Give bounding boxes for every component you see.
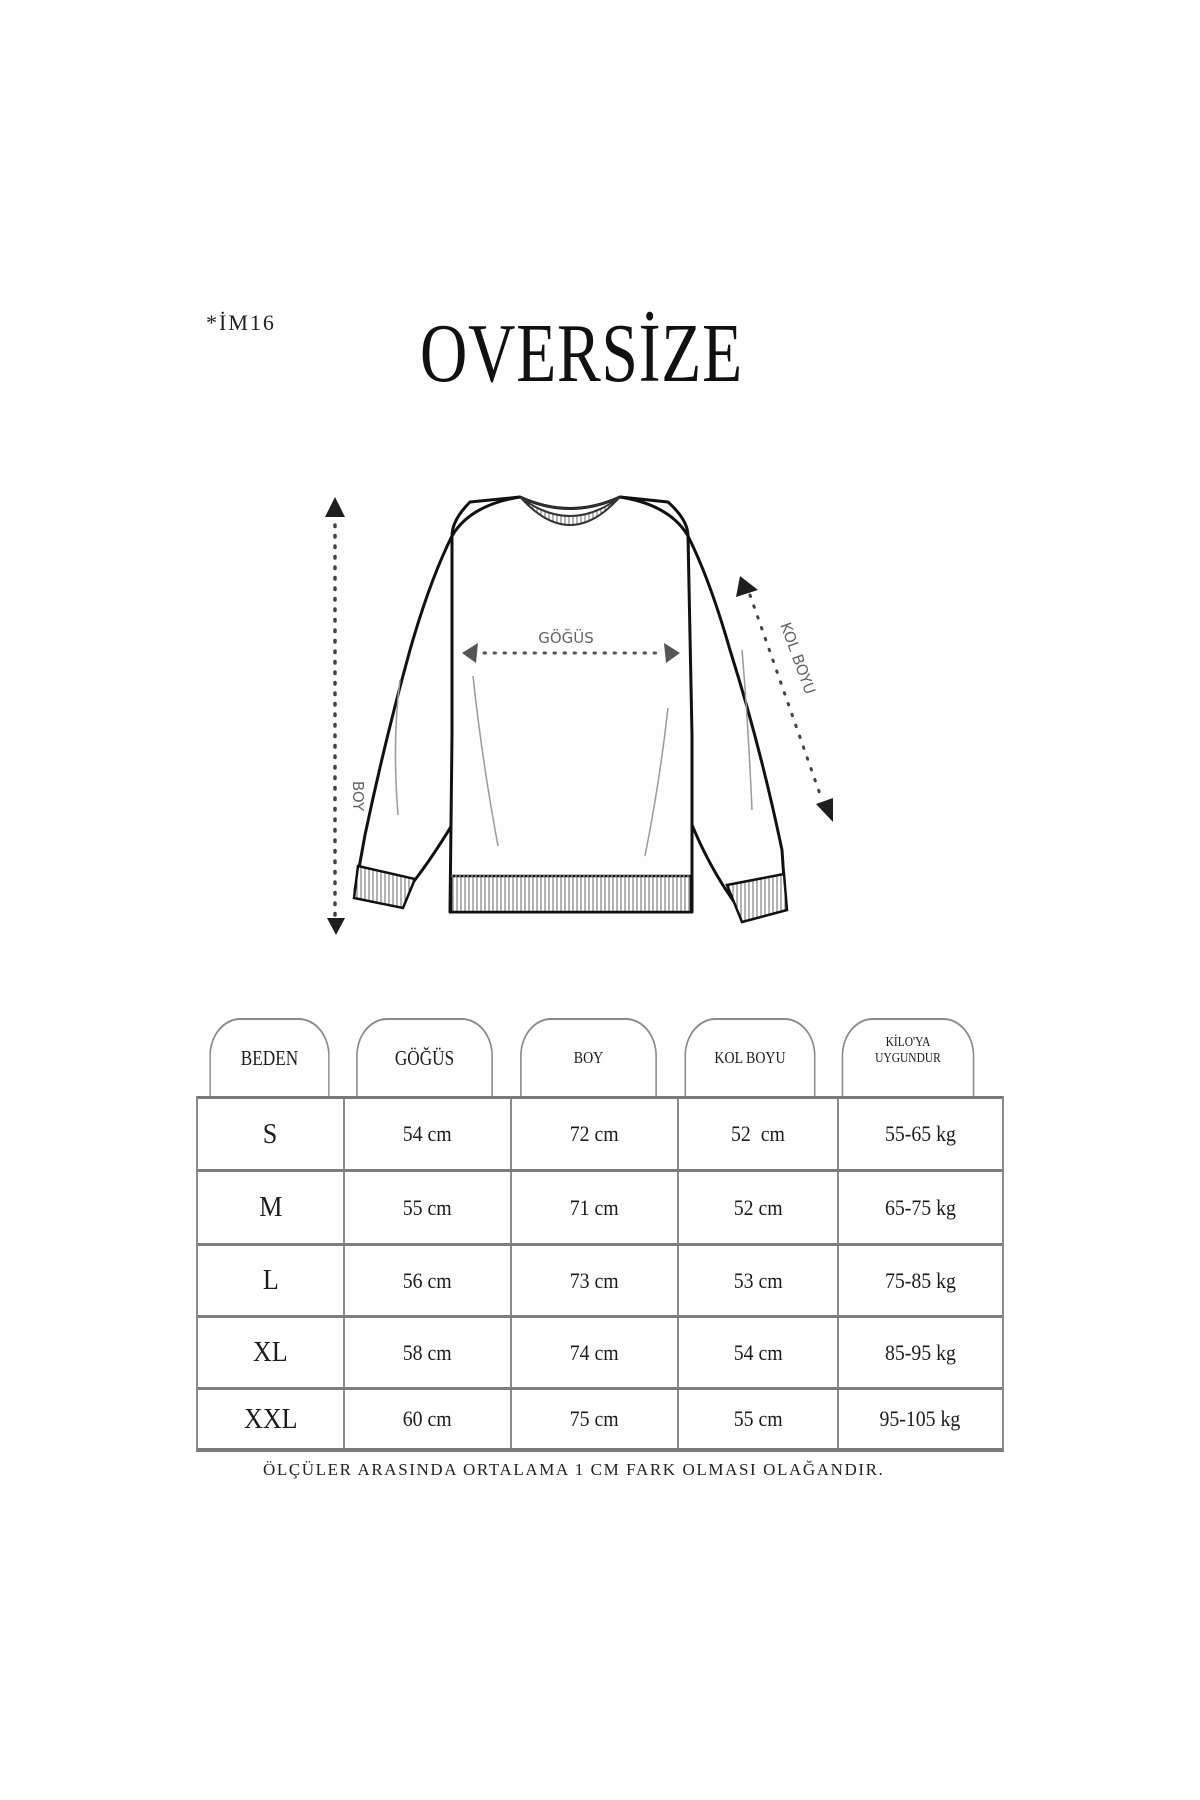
- length-cell: 71 cm: [512, 1172, 679, 1243]
- length-cell: 74 cm: [512, 1318, 679, 1387]
- table-body: [196, 1096, 1004, 1452]
- column-header-chest: GÖĞÜS: [356, 1018, 493, 1096]
- sleeve-cell: 52 cm: [679, 1172, 839, 1243]
- page-title: OVERSİZE: [420, 307, 743, 400]
- chest-cell: 56 cm: [345, 1246, 512, 1315]
- size-cell: S: [198, 1099, 345, 1169]
- measurement-tolerance-note: ÖLÇÜLER ARASINDA ORTALAMA 1 CM FARK OLMASI OLAĞANDIR.: [263, 1460, 885, 1479]
- chest-label: GÖĞÜS: [538, 629, 594, 647]
- chest-cell: 60 cm: [345, 1390, 512, 1448]
- column-header-size: BEDEN: [209, 1018, 330, 1096]
- chest-cell: 55 cm: [345, 1172, 512, 1243]
- size-chart-table: [196, 1018, 1004, 1452]
- column-header-sleeve: KOL BOYU: [684, 1018, 815, 1096]
- length-cell: 73 cm: [512, 1246, 679, 1315]
- length-cell: 75 cm: [512, 1390, 679, 1448]
- table-row: [198, 1318, 1002, 1390]
- hem-rib: [451, 876, 691, 912]
- sleeve-cell: 53 cm: [679, 1246, 839, 1315]
- weight-cell: 85-95 kg: [884, 1339, 956, 1365]
- weight-cell: 65-75 kg: [884, 1194, 956, 1220]
- weight-cell: 95-105 kg: [879, 1406, 961, 1431]
- weight-cell: 55-65 kg: [884, 1121, 956, 1146]
- sweatshirt-outline: [355, 497, 785, 912]
- column-header-length: BOY: [520, 1018, 657, 1096]
- size-cell: XL: [198, 1318, 345, 1387]
- table-row: [198, 1172, 1002, 1246]
- table-row: [198, 1099, 1002, 1172]
- table-header: [196, 1018, 1004, 1096]
- column-header-weight: [842, 1018, 975, 1096]
- size-cell: M: [198, 1172, 345, 1243]
- product-code: *İM16: [206, 310, 276, 335]
- chest-cell: 58 cm: [345, 1318, 512, 1387]
- table-row: [198, 1246, 1002, 1318]
- sleeve-length-label: KOL BOYU: [776, 619, 820, 697]
- length-cell: 72 cm: [512, 1099, 679, 1169]
- weight-cell: 75-85 kg: [884, 1267, 956, 1293]
- length-label: BOY: [349, 780, 367, 812]
- size-cell: XXL: [198, 1390, 345, 1448]
- length-arrow-icon: [325, 497, 345, 935]
- sleeve-cell: 55 cm: [679, 1390, 839, 1448]
- size-cell: L: [198, 1246, 345, 1315]
- weight-header-line-2: UYGUNDUR: [875, 1051, 941, 1066]
- sleeve-cell: 54 cm: [679, 1318, 839, 1387]
- weight-header-line-1: KİLO'YA: [885, 1035, 931, 1050]
- table-row: [198, 1390, 1002, 1448]
- chest-cell: 54 cm: [345, 1099, 512, 1169]
- sleeve-cell: 52 cm: [679, 1099, 839, 1169]
